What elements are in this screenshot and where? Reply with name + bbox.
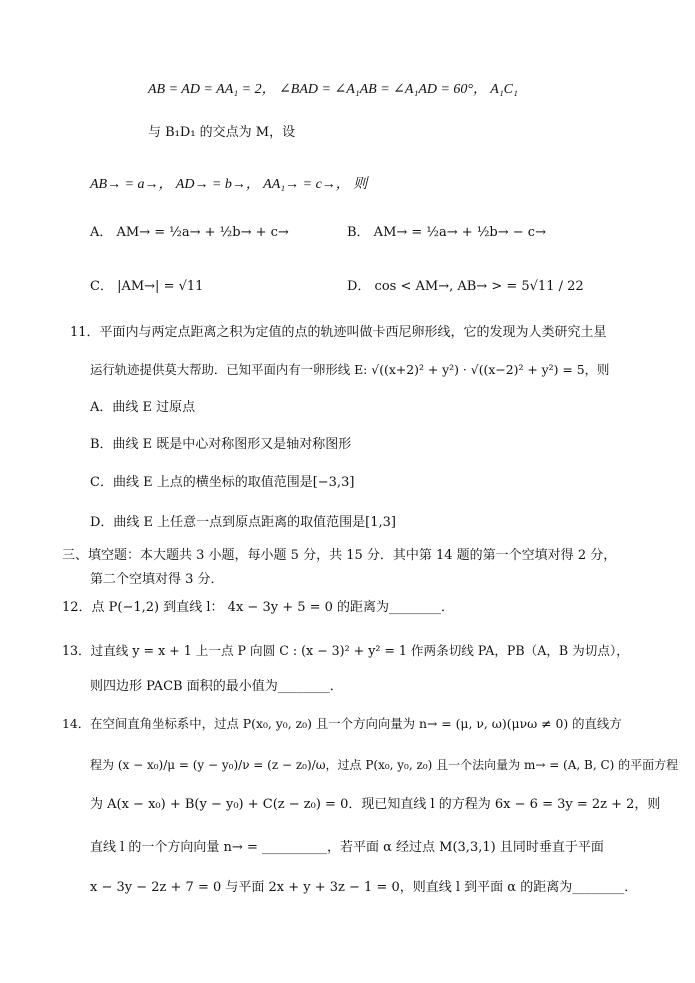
q10-intersection-line: 与 B₁D₁ 的交点为 M，设 [148,125,296,140]
q11-option-d: D．曲线 E 上任意一点到原点距离的取值范围是[1,3] [90,515,396,530]
q11-stem-line-2: 运行轨迹提供莫大帮助．已知平面内有一卵形线 E: √((x+2)² + y²) · √((x−2)² + y²) = 5，则 [90,362,610,377]
q10-option-d: D． cos < AM→, AB→ > = 5√11 / 22 [347,279,584,294]
q14-stem-line-5: x − 3y − 2z + 7 = 0 与平面 2x + y + 3z − 1 = 0，则直线 l 到平面 α 的距离为________． [90,880,638,895]
q11-stem-line-1: 11．平面内与两定点距离之积为定值的点的轨迹叫做卡西尼卵形线，它的发现为人类研究土星 [70,325,607,340]
q13-stem-line-2: 则四边形 PACB 面积的最小值为________． [90,679,343,694]
q10-vector-definitions: AB→ = a→， AD→ = b→， AA₁→ = c→， 则 [90,177,368,192]
q10-option-a: A． AM→ = ½a→ + ½b→ + c→ [90,225,289,240]
q14-stem-line-2: 程为 (x − x₀)/μ = (y − y₀)/ν = (z − z₀)/ω，过点 P(x₀, y₀, z₀) 且一个法向量为 m→ = (A, B, C) 的平面方程 [90,758,679,772]
q10-condition-line: AB = AD = AA₁ = 2， ∠BAD = ∠A₁AB = ∠A₁AD = 60°， A₁C₁ [148,82,518,97]
q14-stem-line-3: 为 A(x − x₀) + B(y − y₀) + C(z − z₀) = 0．现已知直线 l 的方程为 6x − 6 = 3y = 2z + 2，则 [90,797,661,812]
q14-stem-line-1: 14．在空间直角坐标系中，过点 P(x₀, y₀, z₀) 且一个方向向量为 n→ = (μ, ν, ω)(μνω ≠ 0) 的直线方 [62,716,622,731]
q11-option-c: C．曲线 E 上点的横坐标的取值范围是[−3,3] [90,475,355,490]
q10-option-c: C． |AM→| = √11 [90,279,204,294]
q11-option-a: A．曲线 E 过原点 [90,400,196,415]
q13-stem-line-1: 13．过直线 y = x + 1 上一点 P 向圆 C : (x − 3)² + y² = 1 作两条切线 PA，PB（A，B 为切点）， [62,643,629,658]
q11-option-b: B．曲线 E 既是中心对称图形又是轴对称图形 [90,437,352,452]
section-3-heading: 三、填空题：本大题共 3 小题，每小题 5 分，共 15 分．其中第 14 题的第一个空填对得 2 分， [62,548,617,563]
q14-stem-line-4: 直线 l 的一个方向向量 n→ = __________，若平面 α 经过点 M(3,3,1) 且同时垂直于平面 [90,840,604,855]
q10-option-b: B． AM→ = ½a→ + ½b→ − c→ [347,225,546,240]
section-3-heading-cont: 第二个空填对得 3 分． [90,572,224,587]
q12-stem: 12．点 P(−1,2) 到直线 l： 4x − 3y + 5 = 0 的距离为________． [62,600,455,615]
